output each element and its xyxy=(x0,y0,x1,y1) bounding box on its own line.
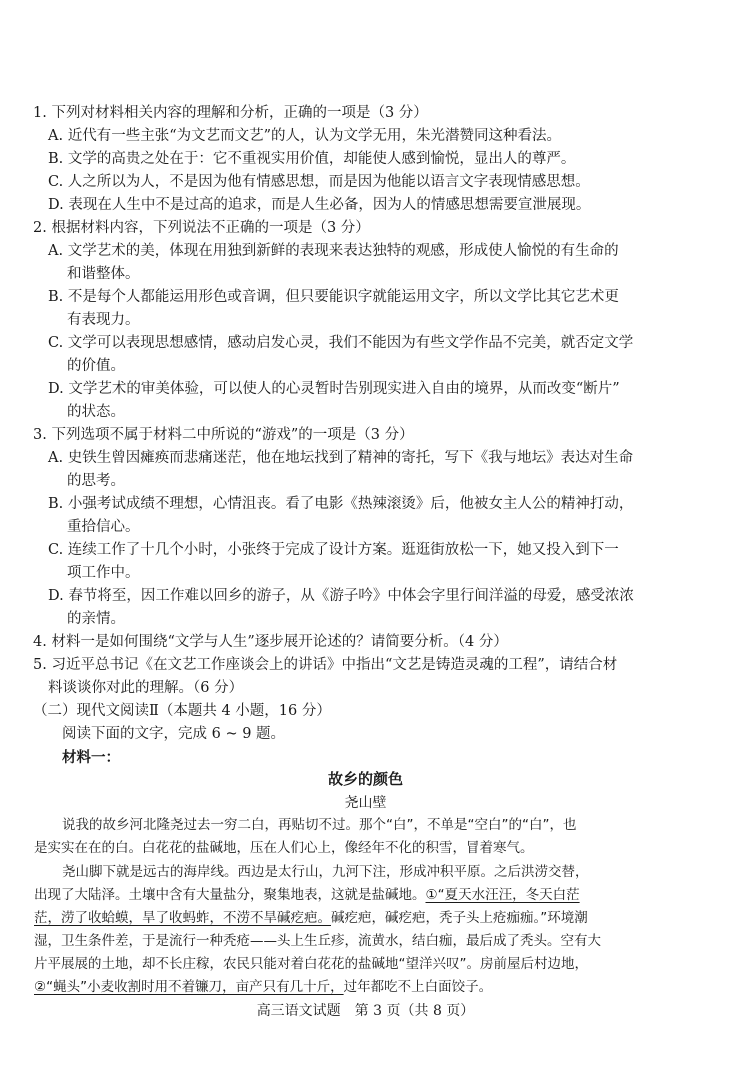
question-2-option-c: C. 文学可以表现思想感情，感动启发心灵，我们不能因为有些文学作品不完美，就否定文学 xyxy=(48,335,634,351)
section-heading: （二）现代文阅读Ⅱ（本题共 4 小题，16 分） xyxy=(33,703,331,719)
question-2-option-b-cont: 有表现力。 xyxy=(67,312,140,328)
article-author: 尧山壁 xyxy=(344,795,387,811)
question-2-option-c-cont: 的价值。 xyxy=(67,358,125,374)
question-4-stem: 4. 材料一是如何围绕“文学与人生”逐步展开论述的？请简要分析。（4 分） xyxy=(33,634,508,650)
article-text: 碱疙疤，碱疙疤，秃子头上疮痂痂。”环境潮 xyxy=(331,910,588,926)
question-3-option-a: A. 史铁生曾因瘫痪而悲痛迷茫，他在地坛找到了精神的寄托，写下《我与地坛》表达对生命 xyxy=(48,450,634,466)
question-3-option-d: D. 春节将至，因工作难以回乡的游子，从《游子吟》中体会字里行间洋溢的母爱，感受浓浓 xyxy=(48,588,634,604)
question-1-stem: 1. 下列对材料相关内容的理解和分析，正确的一项是（3 分） xyxy=(33,105,428,121)
article-text: 出现了大陆泽。土壤中含有大量盐分，聚集地表，这就是盐碱地。 xyxy=(34,887,426,903)
article-paragraph-2-line-2 xyxy=(34,884,580,908)
underlined-sentence-1-cont: 茫，涝了收蛤蟆，旱了收蚂蚱，不涝不旱碱疙疤。 xyxy=(34,910,331,926)
article-paragraph-2-line-6 xyxy=(34,976,492,1000)
question-2-option-d: D. 文学艺术的审美体验，可以使人的心灵暂时告别现实进入自由的境界，从而改变“断片” xyxy=(48,381,620,397)
article-paragraph-1-line-2: 是实实在在的白。白花花的盐碱地，压在人们心上，像经年不化的积雪，冒着寒气。 xyxy=(34,840,534,856)
question-5-stem-cont: 料谈谈你对此的理解。（6 分） xyxy=(48,680,244,696)
question-2-option-a: A. 文学艺术的美，体现在用独到新鲜的表现来表达独特的观感，形成使人愉悦的有生命的 xyxy=(48,243,619,259)
article-title: 故乡的颜色 xyxy=(327,770,403,788)
question-3-option-c-cont: 项工作中。 xyxy=(67,565,140,581)
question-5-stem: 5. 习近平总书记《在文艺工作座谈会上的讲话》中指出“文艺是铸造灵魂的工程”，请结合材 xyxy=(33,657,618,673)
section-instruction: 阅读下面的文字，完成 6 ~ 9 题。 xyxy=(62,726,286,742)
question-3-option-d-cont: 的亲情。 xyxy=(67,611,125,627)
question-3-option-c: C. 连续工作了十几个小时，小张终于完成了设计方案。逛逛街放松一下，她又投入到下一 xyxy=(48,542,619,558)
question-1-option-b: B. 文学的高贵之处在于：它不重视实用价值，却能使人感到愉悦，显出人的尊严。 xyxy=(48,151,576,167)
question-2-option-b: B. 不是每个人都能运用形色或音调，但只要能识字就能运用文字，所以文学比其它艺术更 xyxy=(48,289,619,305)
article-paragraph-1-line-1: 说我的故乡河北隆尧过去一穷二白，再贴切不过。那个“白”，不单是“空白”的“白”，也 xyxy=(62,817,577,833)
question-3-stem: 3. 下列选项不属于材料二中所说的“游戏”的一项是（3 分） xyxy=(33,427,414,443)
question-2-option-d-cont: 的状态。 xyxy=(67,404,125,420)
article-paragraph-2-line-4: 湿，卫生条件差，于是流行一种秃疮——头上生丘疹，流黄水，结白痂，最后成了秃头。空有大 xyxy=(34,933,601,949)
question-1-option-a: A. 近代有一些主张“为文艺而文艺”的人，认为文学无用，朱光潜赞同这种看法。 xyxy=(48,128,562,144)
page-footer: 高三语文试题 第 3 页（共 8 页） xyxy=(256,1003,475,1019)
question-3-option-a-cont: 的思考。 xyxy=(67,473,125,489)
question-2-stem: 2. 根据材料内容，下列说法不正确的一项是（3 分） xyxy=(33,220,370,236)
material-label: 材料一： xyxy=(62,749,120,766)
underlined-sentence-2: ②“蝇头”小麦收割时用不着镰刀，亩产只有几十斤， xyxy=(34,979,344,995)
article-paragraph-2-line-5: 片平展展的土地，却不长庄稼，农民只能对着白花花的盐碱地“望洋兴叹”。房前屋后村边地， xyxy=(34,956,588,972)
question-1-option-c: C. 人之所以为人，不是因为他有情感思想，而是因为他能以语言文字表现情感思想。 xyxy=(48,174,590,190)
question-1-option-d: D. 表现在人生中不是过高的追求，而是人生必备，因为人的情感思想需要宣泄展现。 xyxy=(48,197,591,213)
article-text: 过年都吃不上白面饺子。 xyxy=(343,979,493,995)
article-paragraph-2-line-1: 尧山脚下就是远古的海岸线。西边是太行山，九河下注，形成冲积平原。之后洪涝交替， xyxy=(62,864,589,880)
article-paragraph-2-line-3 xyxy=(34,907,588,931)
question-3-option-b: B. 小强考试成绩不理想，心情沮丧。看了电影《热辣滚烫》后，他被女主人公的精神打动， xyxy=(48,496,634,512)
underlined-sentence-1: ①“夏天水汪汪，冬天白茫 xyxy=(425,887,580,903)
question-2-option-a-cont: 和谐整体。 xyxy=(67,266,140,282)
question-3-option-b-cont: 重拾信心。 xyxy=(67,519,140,535)
